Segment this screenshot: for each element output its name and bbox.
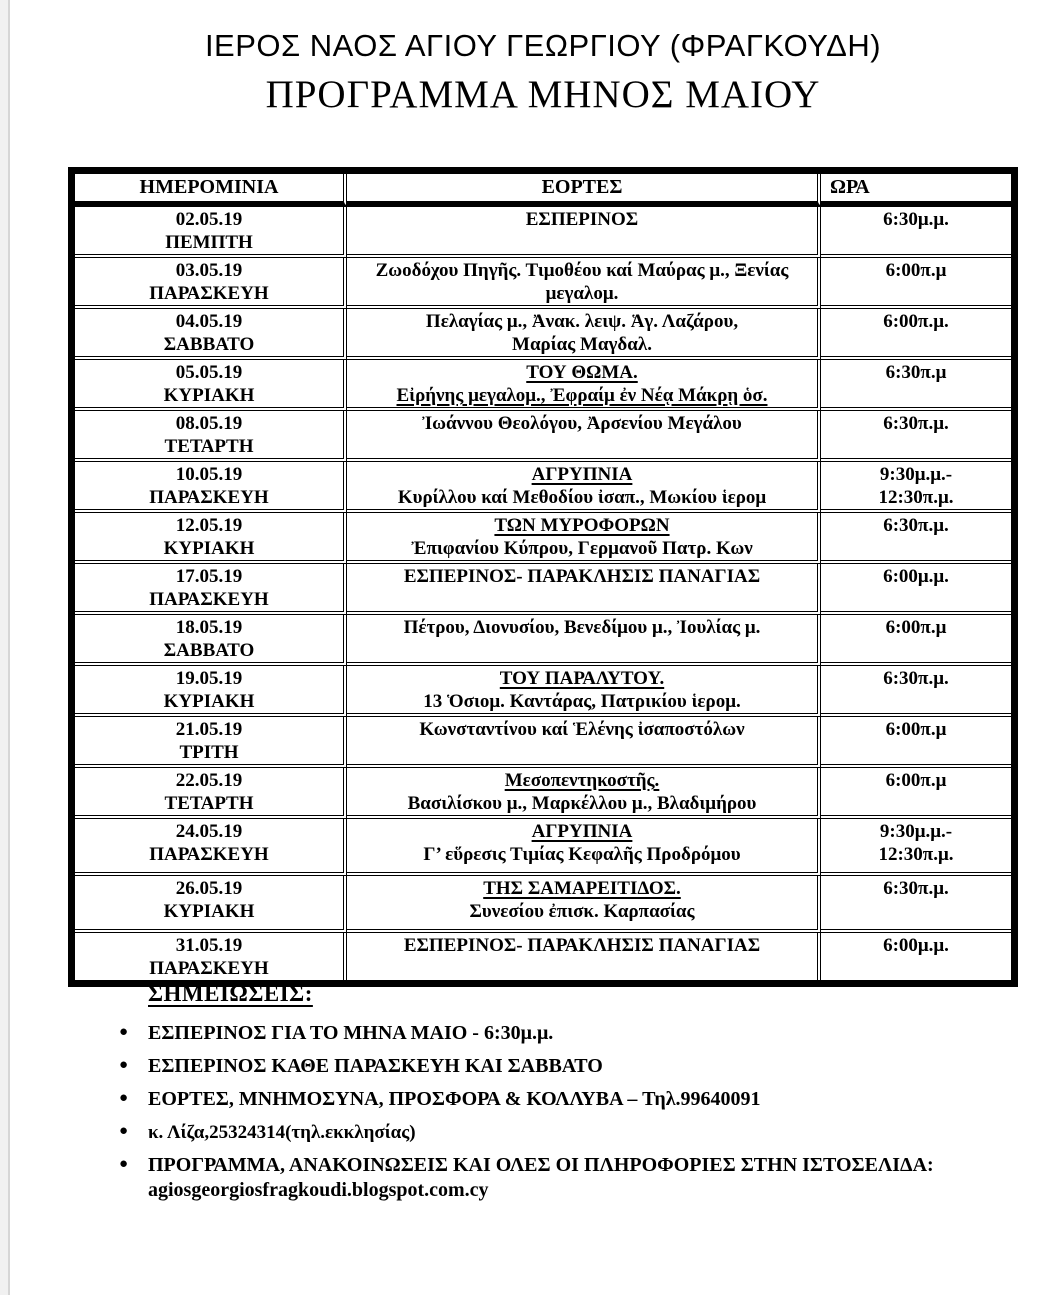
date-cell (75, 462, 347, 513)
time-cell (821, 615, 1011, 666)
feast-line: Συνεσίου ἐπισκ. Καρπασίας (469, 901, 695, 922)
date-cell (75, 615, 347, 666)
table-row (75, 258, 1011, 309)
schedule-table-header (75, 174, 1011, 207)
date-text: 03.05.19 (175, 260, 243, 281)
time-line: 6:30π.μ. (883, 668, 949, 689)
feast-line: Κυρίλλου καί Μεθοδίου ἰσαπ., Μωκίου ἱερομ (397, 487, 767, 508)
date-text: 26.05.19 (175, 878, 243, 899)
date-cell (75, 207, 347, 258)
table-row (75, 933, 1011, 980)
weekday-text: ΤΡΙΤΗ (179, 742, 239, 763)
notes-section (68, 981, 1018, 1211)
church-name-title: ΙΕΡΟΣ ΝΑΟΣ ΑΓΙΟΥ ΓΕΩΡΓΙΟΥ (ΦΡΑΓΚΟΥΔΗ) (204, 28, 882, 63)
time-cell (821, 360, 1011, 411)
date-cell (75, 768, 347, 819)
date-cell (75, 258, 347, 309)
feast-line: Εἰρήνης μεγαλομ., Ἐφραίμ ἐν Νέᾳ Μάκρῃ ὁσ. (396, 385, 768, 406)
table-row (75, 360, 1011, 411)
feast-cell (347, 717, 821, 768)
table-row (75, 462, 1011, 513)
feast-line: ΤΩΝ ΜΥΡΟΦΟΡΩΝ (494, 515, 670, 536)
weekday-text: ΤΕΤΑΡΤΗ (164, 436, 254, 457)
document-page (68, 0, 1018, 1201)
date-text: 22.05.19 (175, 770, 243, 791)
program-month-title: ΠΡΟΓΡΑΜΜΑ ΜΗΝΟΣ ΜΑΙΟΥ (265, 73, 821, 116)
time-cell (821, 768, 1011, 819)
weekday-text: ΠΑΡΑΣΚΕΥΗ (149, 283, 269, 304)
date-text: 08.05.19 (175, 413, 243, 434)
weekday-text: ΠΑΡΑΣΚΕΥΗ (149, 958, 269, 979)
notes-item (119, 1120, 1018, 1145)
feast-cell (347, 258, 821, 309)
bullet-icon: ● (119, 1123, 129, 1139)
date-text: 04.05.19 (175, 311, 243, 332)
date-text: 05.05.19 (175, 362, 243, 383)
bullet-icon: ● (119, 1090, 129, 1106)
column-header-time: ΩΡΑ (821, 174, 1011, 207)
date-text: 10.05.19 (175, 464, 243, 485)
feast-cell (347, 360, 821, 411)
note-url-text: agiosgeorgiosfragkoudi.blogspot.com.cy (148, 1179, 489, 1201)
weekday-text: ΣΑΒΒΑΤΟ (163, 334, 255, 355)
document-header (68, 28, 1018, 117)
bullet-icon: ● (119, 1057, 129, 1073)
time-line: 9:30μ.μ.- (879, 464, 953, 485)
bullet-icon: ● (119, 1024, 129, 1040)
table-row (75, 615, 1011, 666)
feast-line: ΑΓΡΥΠΝΙΑ (531, 464, 633, 485)
date-cell (75, 666, 347, 717)
feast-line: ΕΣΠΕΡΙΝΟΣ- ΠΑΡΑΚΛΗΣΙΣ ΠΑΝΑΓΙΑΣ (403, 566, 761, 587)
date-cell (75, 876, 347, 933)
time-line: 6:30π.μ. (883, 515, 949, 536)
feast-line: ΤΗΣ ΣΑΜΑΡΕΙΤΙΔΟΣ. (483, 878, 681, 899)
feast-cell (347, 933, 821, 980)
time-cell (821, 411, 1011, 462)
date-cell (75, 360, 347, 411)
note-text: ΕΣΠΕΡΙΝΟΣ ΚΑΘΕ ΠΑΡΑΣΚΕΥΗ ΚΑΙ ΣΑΒΒΑΤΟ (148, 1055, 603, 1077)
weekday-text: ΠΑΡΑΣΚΕΥΗ (149, 589, 269, 610)
feast-cell (347, 207, 821, 258)
feast-line: ΕΣΠΕΡΙΝΟΣ- ΠΑΡΑΚΛΗΣΙΣ ΠΑΝΑΓΙΑΣ (403, 935, 761, 956)
weekday-text: ΣΑΒΒΑΤΟ (163, 640, 255, 661)
time-line: 6:00μ.μ. (883, 935, 949, 956)
time-cell (821, 513, 1011, 564)
time-line: 12:30π.μ. (878, 844, 954, 865)
bullet-icon: ● (119, 1156, 129, 1172)
table-row (75, 876, 1011, 933)
notes-item (119, 1021, 1018, 1046)
note-text: ΠΡΟΓΡΑΜΜΑ, ΑΝΑΚΟΙΝΩΣΕΙΣ ΚΑΙ ΟΛΕΣ ΟΙ ΠΛΗΡΟΦΟΡΙΕΣ ΣΤΗΝ ΙΣΤΟΣΕΛΙΔΑ: (148, 1154, 934, 1176)
weekday-text: ΚΥΡΙΑΚΗ (163, 691, 255, 712)
time-cell (821, 819, 1011, 876)
table-row (75, 564, 1011, 615)
feast-cell (347, 564, 821, 615)
date-cell (75, 933, 347, 980)
schedule-table-body (75, 207, 1011, 980)
feast-line: Ἰωάννου Θεολόγου, Ἀρσενίου Μεγάλου (422, 413, 742, 434)
feast-cell (347, 819, 821, 876)
feast-line: Μεσοπεντηκοστῆς. (504, 770, 660, 791)
table-row (75, 411, 1011, 462)
time-line: 6:30π.μ (885, 362, 947, 383)
time-line: 6:00π.μ (885, 260, 947, 281)
time-line: 9:30μ.μ.- (879, 821, 953, 842)
time-line: 12:30π.μ. (878, 487, 954, 508)
table-row (75, 819, 1011, 876)
date-cell (75, 309, 347, 360)
feast-line: ΑΓΡΥΠΝΙΑ (531, 821, 633, 842)
feast-line: ΤΟΥ ΘΩΜΑ. (526, 362, 638, 383)
weekday-text: ΠΕΜΠΤΗ (165, 232, 253, 253)
feast-line: Γ’ εὕρεσις Τιμίας Κεφαλῆς Προδρόμου (423, 844, 741, 865)
feast-line: 13 Ὁσιομ. Καντάρας, Πατρικίου ἱερομ. (423, 691, 741, 712)
date-cell (75, 564, 347, 615)
time-line: 6:00π.μ (885, 617, 947, 638)
feast-line: μεγαλομ. (545, 283, 619, 304)
date-cell (75, 819, 347, 876)
feast-line: Κωνσταντίνου καί Ἑλένης ἰσαποστόλων (419, 719, 745, 740)
feast-cell (347, 411, 821, 462)
page-edge (0, 0, 10, 1295)
time-line: 6:00μ.μ. (883, 566, 949, 587)
feast-line: Μαρίας Μαγδαλ. (512, 334, 652, 355)
feast-line: ΕΣΠΕΡΙΝΟΣ (525, 209, 639, 230)
time-cell (821, 666, 1011, 717)
feast-cell (347, 666, 821, 717)
date-cell (75, 411, 347, 462)
feast-line: Βασιλίσκου μ., Μαρκέλλου μ., Βλαδιμήρου (407, 793, 757, 814)
time-cell (821, 876, 1011, 933)
date-text: 21.05.19 (175, 719, 243, 740)
table-row (75, 717, 1011, 768)
notes-item (119, 1054, 1018, 1079)
weekday-text: ΚΥΡΙΑΚΗ (163, 385, 255, 406)
date-text: 19.05.19 (175, 668, 243, 689)
feast-line: Ζωοδόχου Πηγῆς. Τιμοθέου καί Μαύρας μ., Ξενίας (375, 260, 789, 281)
column-header-date: ΗΜΕΡΟΜΙΝΙΑ (75, 174, 347, 207)
date-cell (75, 513, 347, 564)
notes-list (68, 1021, 1018, 1203)
time-line: 6:00π.μ. (883, 311, 949, 332)
notes-item (119, 1153, 1018, 1203)
time-line: 6:30π.μ. (883, 413, 949, 434)
feast-line: Ἐπιφανίου Κύπρου, Γερμανοῦ Πατρ. Κων (411, 538, 753, 559)
date-text: 31.05.19 (175, 935, 243, 956)
weekday-text: ΠΑΡΑΣΚΕΥΗ (149, 487, 269, 508)
schedule-table (68, 167, 1018, 987)
time-line: 6:00π.μ (885, 719, 947, 740)
header-row (75, 174, 1011, 207)
date-text: 17.05.19 (175, 566, 243, 587)
time-cell (821, 564, 1011, 615)
notes-item (119, 1087, 1018, 1112)
time-cell (821, 309, 1011, 360)
date-text: 02.05.19 (175, 209, 243, 230)
feast-cell (347, 309, 821, 360)
weekday-text: ΚΥΡΙΑΚΗ (163, 538, 255, 559)
notes-heading: ΣΗΜΕΙΩΣΕΙΣ: (148, 981, 313, 1006)
date-text: 24.05.19 (175, 821, 243, 842)
table-row (75, 768, 1011, 819)
table-row (75, 309, 1011, 360)
date-text: 12.05.19 (175, 515, 243, 536)
feast-line: Πέτρου, Διονυσίου, Βενεδίμου μ., Ἰουλίας μ. (403, 617, 761, 638)
weekday-text: ΠΑΡΑΣΚΕΥΗ (149, 844, 269, 865)
time-cell (821, 258, 1011, 309)
weekday-text: ΚΥΡΙΑΚΗ (163, 901, 255, 922)
time-line: 6:30π.μ. (883, 878, 949, 899)
note-text: κ. Λίζα,25324314(τηλ.εκκλησίας) (148, 1122, 416, 1143)
time-cell (821, 933, 1011, 980)
feast-cell (347, 615, 821, 666)
table-row (75, 207, 1011, 258)
time-line: 6:00π.μ (885, 770, 947, 791)
feast-cell (347, 462, 821, 513)
time-cell (821, 207, 1011, 258)
feast-line: ΤΟΥ ΠΑΡΑΛΥΤΟΥ. (499, 668, 665, 689)
date-cell (75, 717, 347, 768)
note-text: ΕΣΠΕΡΙΝΟΣ ΓΙΑ ΤΟ ΜΗΝΑ ΜΑΙΟ - 6:30μ.μ. (148, 1022, 554, 1044)
date-text: 18.05.19 (175, 617, 243, 638)
weekday-text: ΤΕΤΑΡΤΗ (164, 793, 254, 814)
time-line: 6:30μ.μ. (883, 209, 949, 230)
time-cell (821, 717, 1011, 768)
feast-cell (347, 876, 821, 933)
note-text: ΕΟΡΤΕΣ, ΜΝΗΜΟΣΥΝΑ, ΠΡΟΣΦΟΡΑ & ΚΟΛΛΥΒΑ – Τηλ.99640091 (148, 1088, 761, 1110)
column-header-feasts: ΕΟΡΤΕΣ (347, 174, 821, 207)
feast-cell (347, 768, 821, 819)
time-cell (821, 462, 1011, 513)
table-row (75, 666, 1011, 717)
feast-cell (347, 513, 821, 564)
feast-line: Πελαγίας μ., Ἀνακ. λειψ. Ἁγ. Λαζάρου, (425, 311, 739, 332)
table-row (75, 513, 1011, 564)
